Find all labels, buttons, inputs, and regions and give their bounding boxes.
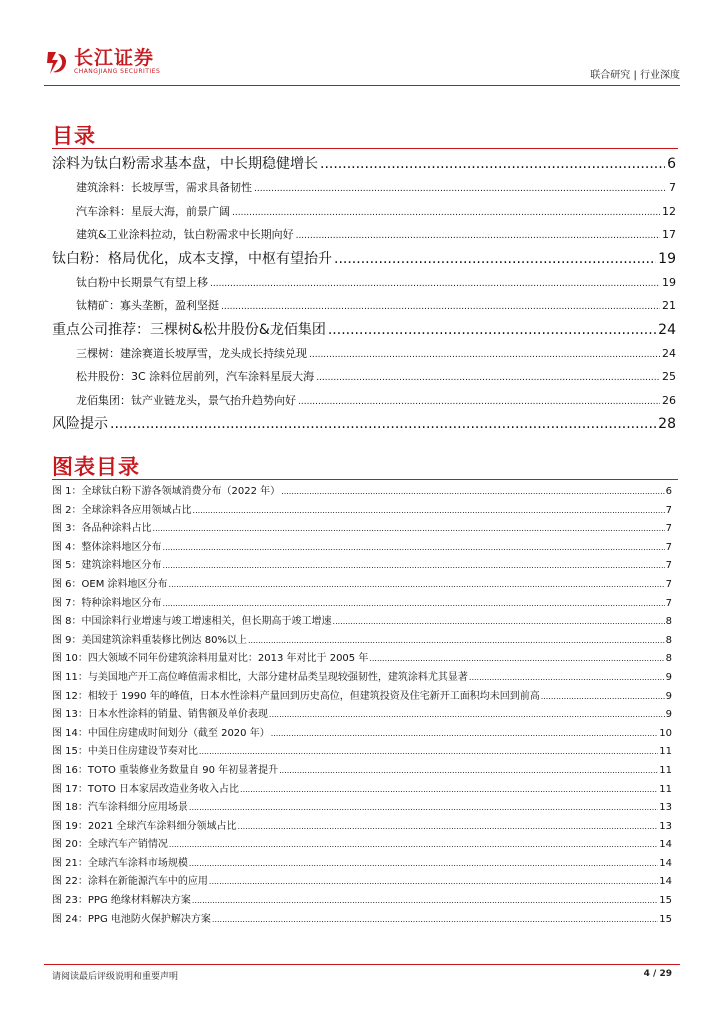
figure-entry-page: 13 — [659, 820, 672, 832]
toc-leader-dots — [232, 202, 660, 224]
toc-section-link[interactable] — [52, 294, 676, 318]
figure-entry-page: 7 — [665, 504, 672, 516]
toc-leader-dots — [221, 296, 660, 318]
toc-entry-text: 龙佰集团：钛产业链龙头，景气抬升趋势向好 — [76, 393, 296, 407]
figure-leader-dots — [369, 650, 664, 669]
toc-entry-text: 建筑&工业涂料拉动，钛白粉需求中长期向好 — [76, 228, 294, 241]
figure-leader-dots — [248, 632, 665, 651]
toc-leader-dots — [309, 344, 660, 366]
figure-entry-page: 14 — [659, 857, 672, 869]
toc-leader-dots — [296, 225, 660, 247]
figure-list-item[interactable] — [52, 520, 672, 539]
toc-leader-dots — [254, 178, 667, 200]
toc-entry-page: 17 — [662, 228, 676, 241]
figure-entry-text: 图 3：各品种涂料占比 — [52, 523, 152, 535]
figure-list-item[interactable] — [52, 818, 672, 837]
figure-entry-page: 14 — [659, 839, 672, 851]
figure-list-item[interactable] — [52, 502, 672, 521]
figure-leader-dots — [169, 576, 665, 595]
toc-entry-page: 6 — [667, 156, 676, 172]
figure-leader-dots — [209, 873, 658, 892]
toc-entry-text: 松井股份：3C 涂料位居前列，汽车涂料星辰大海 — [76, 370, 315, 383]
figure-list-item[interactable] — [52, 762, 672, 781]
toc-entry-text: 建筑涂料：长坡厚雪，需求具备韧性 — [76, 181, 252, 194]
figure-entry-text: 图 12：相较于 1990 年的峰值，日本水性涂料产量回到历史高位，但建筑投资及住宅新开工面积均未回到前高 — [52, 690, 540, 702]
figure-leader-dots — [153, 520, 665, 539]
toc-entry-text: 汽车涂料：星辰大海，前景广阔 — [76, 204, 230, 218]
figure-entry-text: 图 9：美国建筑涂料重装修比例达 80%以上 — [52, 634, 247, 646]
figure-entry-page: 7 — [665, 541, 672, 553]
figure-list — [52, 483, 672, 929]
figure-leader-dots — [238, 818, 659, 837]
toc-chapter-link[interactable] — [52, 247, 676, 271]
toc-leader-dots — [316, 367, 660, 389]
changjiang-logo-icon — [44, 48, 70, 76]
figure-entry-page: 11 — [659, 783, 672, 795]
figure-list-item[interactable] — [52, 725, 672, 744]
figure-entry-text: 图 23：PPG 绝缘材料解决方案 — [52, 895, 191, 907]
toc-leader-dots — [320, 152, 665, 176]
figure-entry-page: 8 — [665, 653, 672, 665]
figure-list-item[interactable] — [52, 799, 672, 818]
toc-chapter-link[interactable] — [52, 152, 676, 176]
figure-list-item[interactable] — [52, 483, 672, 502]
toc-entry-page: 25 — [662, 370, 676, 383]
figure-leader-dots — [281, 483, 664, 502]
report-type: 联合研究 | 行业深度 — [590, 70, 680, 81]
figure-list-item[interactable] — [52, 613, 672, 632]
figure-list-item[interactable] — [52, 632, 672, 651]
figure-entry-page: 9 — [665, 690, 672, 702]
toc-section-link[interactable] — [52, 271, 676, 295]
figure-entry-page: 6 — [665, 486, 672, 497]
toc-leader-dots — [210, 273, 660, 295]
footer-divider — [44, 964, 680, 965]
figures-title-underline — [52, 479, 678, 480]
figure-list-item[interactable] — [52, 706, 672, 725]
toc-leader-dots — [328, 318, 656, 342]
toc-section-link[interactable] — [52, 223, 676, 247]
figure-entry-page: 7 — [665, 597, 672, 609]
toc-entry-page: 21 — [662, 299, 676, 312]
figure-entry-text: 图 7：特种涂料地区分布 — [52, 597, 162, 609]
figure-list-item[interactable] — [52, 539, 672, 558]
toc-entry-text: 涂料为钛白粉需求基本盘，中长期稳健增长 — [52, 156, 318, 172]
figure-list-item[interactable] — [52, 743, 672, 762]
figure-entry-page: 10 — [659, 727, 672, 739]
figure-leader-dots — [193, 502, 665, 521]
toc-leader-dots — [298, 391, 660, 413]
figure-entry-text: 图 8：中国涂料行业增速与竣工增速相关，但长期高于竣工增速 — [52, 616, 332, 628]
figure-list-item[interactable] — [52, 911, 672, 930]
figure-entry-text: 图 13：日本水性涂料的销量、销售额及单价表现 — [52, 709, 268, 721]
figure-list-item[interactable] — [52, 836, 672, 855]
figure-entry-page: 9 — [665, 671, 672, 683]
toc-title: 目录 — [52, 124, 96, 148]
figure-leader-dots — [163, 595, 665, 614]
toc-entry-page: 28 — [658, 416, 676, 432]
figure-entry-page: 7 — [665, 523, 672, 535]
figures-title: 图表目录 — [52, 455, 140, 479]
toc-section-link[interactable] — [52, 389, 676, 413]
toc-entry-text: 三棵树：建涂赛道长坡厚雪，龙头成长持续兑现 — [76, 346, 307, 360]
figure-leader-dots — [541, 688, 665, 707]
figure-leader-dots — [240, 781, 658, 800]
figure-entry-page: 11 — [659, 746, 672, 758]
toc-entry-page: 12 — [662, 204, 676, 218]
figure-list-item[interactable] — [52, 576, 672, 595]
figure-leader-dots — [163, 539, 665, 558]
figure-list-item[interactable] — [52, 892, 672, 911]
figure-list-item[interactable] — [52, 781, 672, 800]
figure-list-item[interactable] — [52, 855, 672, 874]
figure-list-item[interactable] — [52, 873, 672, 892]
figure-entry-text: 图 17：TOTO 日本家居改造业务收入占比 — [52, 783, 240, 795]
figure-entry-text: 图 15：中美日住房建设节奏对比 — [52, 746, 198, 758]
figure-entry-text: 图 4：整体涂料地区分布 — [52, 541, 162, 553]
figure-list-item[interactable] — [52, 557, 672, 576]
figure-leader-dots — [169, 836, 658, 855]
page-number: 4 / 29 — [643, 969, 672, 979]
figure-leader-dots — [163, 557, 665, 576]
figure-leader-dots — [199, 743, 658, 762]
figure-entry-text: 图 22：涂料在新能源汽车中的应用 — [52, 876, 208, 888]
logo-chinese-text: 长江证券 — [74, 47, 155, 69]
toc-chapter-link[interactable] — [52, 318, 676, 342]
figure-entry-page: 7 — [665, 560, 672, 572]
figure-entry-text: 图 16：TOTO 重装修业务数量自 90 年初显著提升 — [52, 764, 279, 776]
toc-leader-dots — [334, 247, 656, 271]
figure-entry-text: 图 6：OEM 涂料地区分布 — [52, 578, 168, 590]
figure-list-item[interactable] — [52, 595, 672, 614]
figure-entry-text: 图 21：全球汽车涂料市场规模 — [52, 857, 188, 869]
toc-leader-dots — [110, 412, 656, 436]
toc-entry-text: 钛白粉：格局优化，成本支撑，中枢有望抬升 — [52, 250, 332, 267]
toc-section-link[interactable] — [52, 176, 676, 200]
table-of-contents — [52, 152, 676, 436]
toc-entry-page: 24 — [662, 346, 676, 360]
figure-entry-text: 图 2：全球涂料各应用领域占比 — [52, 504, 192, 516]
toc-section-link[interactable] — [52, 200, 676, 224]
figure-entry-text: 图 19：2021 全球汽车涂料细分领域占比 — [52, 820, 237, 832]
figure-entry-text: 图 14：中国住房建成时间划分（截至 2020 年） — [52, 727, 270, 739]
figure-entry-page: 8 — [665, 634, 672, 646]
figure-entry-text: 图 18：汽车涂料细分应用场景 — [52, 802, 188, 814]
figure-leader-dots — [469, 669, 665, 688]
figure-leader-dots — [279, 762, 658, 781]
toc-entry-page: 26 — [662, 393, 676, 407]
figure-entry-page: 9 — [665, 709, 672, 721]
logo-english-text: CHANGJIANG SECURITIES — [74, 68, 161, 75]
toc-title-underline — [52, 148, 678, 149]
figure-leader-dots — [333, 613, 665, 632]
figure-leader-dots — [212, 911, 658, 930]
figure-entry-text: 图 10：四大领域不同年份建筑涂料用量对比：2013 年对比于 2005 年 — [52, 653, 369, 665]
figure-leader-dots — [189, 799, 658, 818]
figure-entry-text: 图 20：全球汽车产销情况 — [52, 839, 168, 851]
footer-disclaimer: 请阅读最后评级说明和重要声明 — [52, 972, 179, 982]
figure-entry-page: 15 — [659, 913, 672, 925]
figure-leader-dots — [271, 725, 659, 744]
toc-entry-text: 钛精矿：寡头垄断，盈利坚挺 — [76, 299, 219, 312]
figure-entry-page: 15 — [659, 895, 672, 907]
figure-entry-page: 13 — [659, 802, 672, 814]
toc-entry-page: 19 — [662, 275, 676, 289]
toc-entry-page: 7 — [669, 181, 676, 194]
header-divider — [44, 85, 680, 86]
figure-entry-text: 图 24：PPG 电池防火保护解决方案 — [52, 913, 211, 925]
figure-entry-page: 8 — [665, 616, 672, 628]
toc-section-link[interactable] — [52, 342, 676, 366]
figure-entry-page: 7 — [665, 578, 672, 590]
figure-leader-dots — [269, 706, 665, 725]
toc-entry-text: 风险提示 — [52, 416, 108, 432]
figure-entry-text: 图 11：与美国地产开工高位峰值需求相比，大部分建材品类呈现较强韧性，建筑涂料尤其显著 — [52, 671, 468, 683]
figure-leader-dots — [189, 855, 658, 874]
toc-entry-text: 重点公司推荐：三棵树&松井股份&龙佰集团 — [52, 321, 326, 338]
figure-list-item[interactable] — [52, 669, 672, 688]
toc-entry-page: 24 — [658, 321, 676, 338]
toc-entry-text: 钛白粉中长期景气有望上移 — [76, 275, 208, 289]
toc-entry-page: 19 — [658, 250, 676, 267]
figure-entry-text: 图 5：建筑涂料地区分布 — [52, 560, 162, 572]
figure-entry-page: 14 — [659, 876, 672, 888]
page-header — [44, 44, 680, 84]
figure-list-item[interactable] — [52, 650, 672, 669]
figure-list-item[interactable] — [52, 688, 672, 707]
toc-chapter-link[interactable] — [52, 412, 676, 436]
figure-entry-page: 11 — [659, 764, 672, 776]
toc-section-link[interactable] — [52, 365, 676, 389]
company-logo — [44, 44, 160, 80]
figure-leader-dots — [192, 892, 658, 911]
figure-entry-text: 图 1：全球钛白粉下游各领域消费分布（2022 年） — [52, 486, 281, 497]
